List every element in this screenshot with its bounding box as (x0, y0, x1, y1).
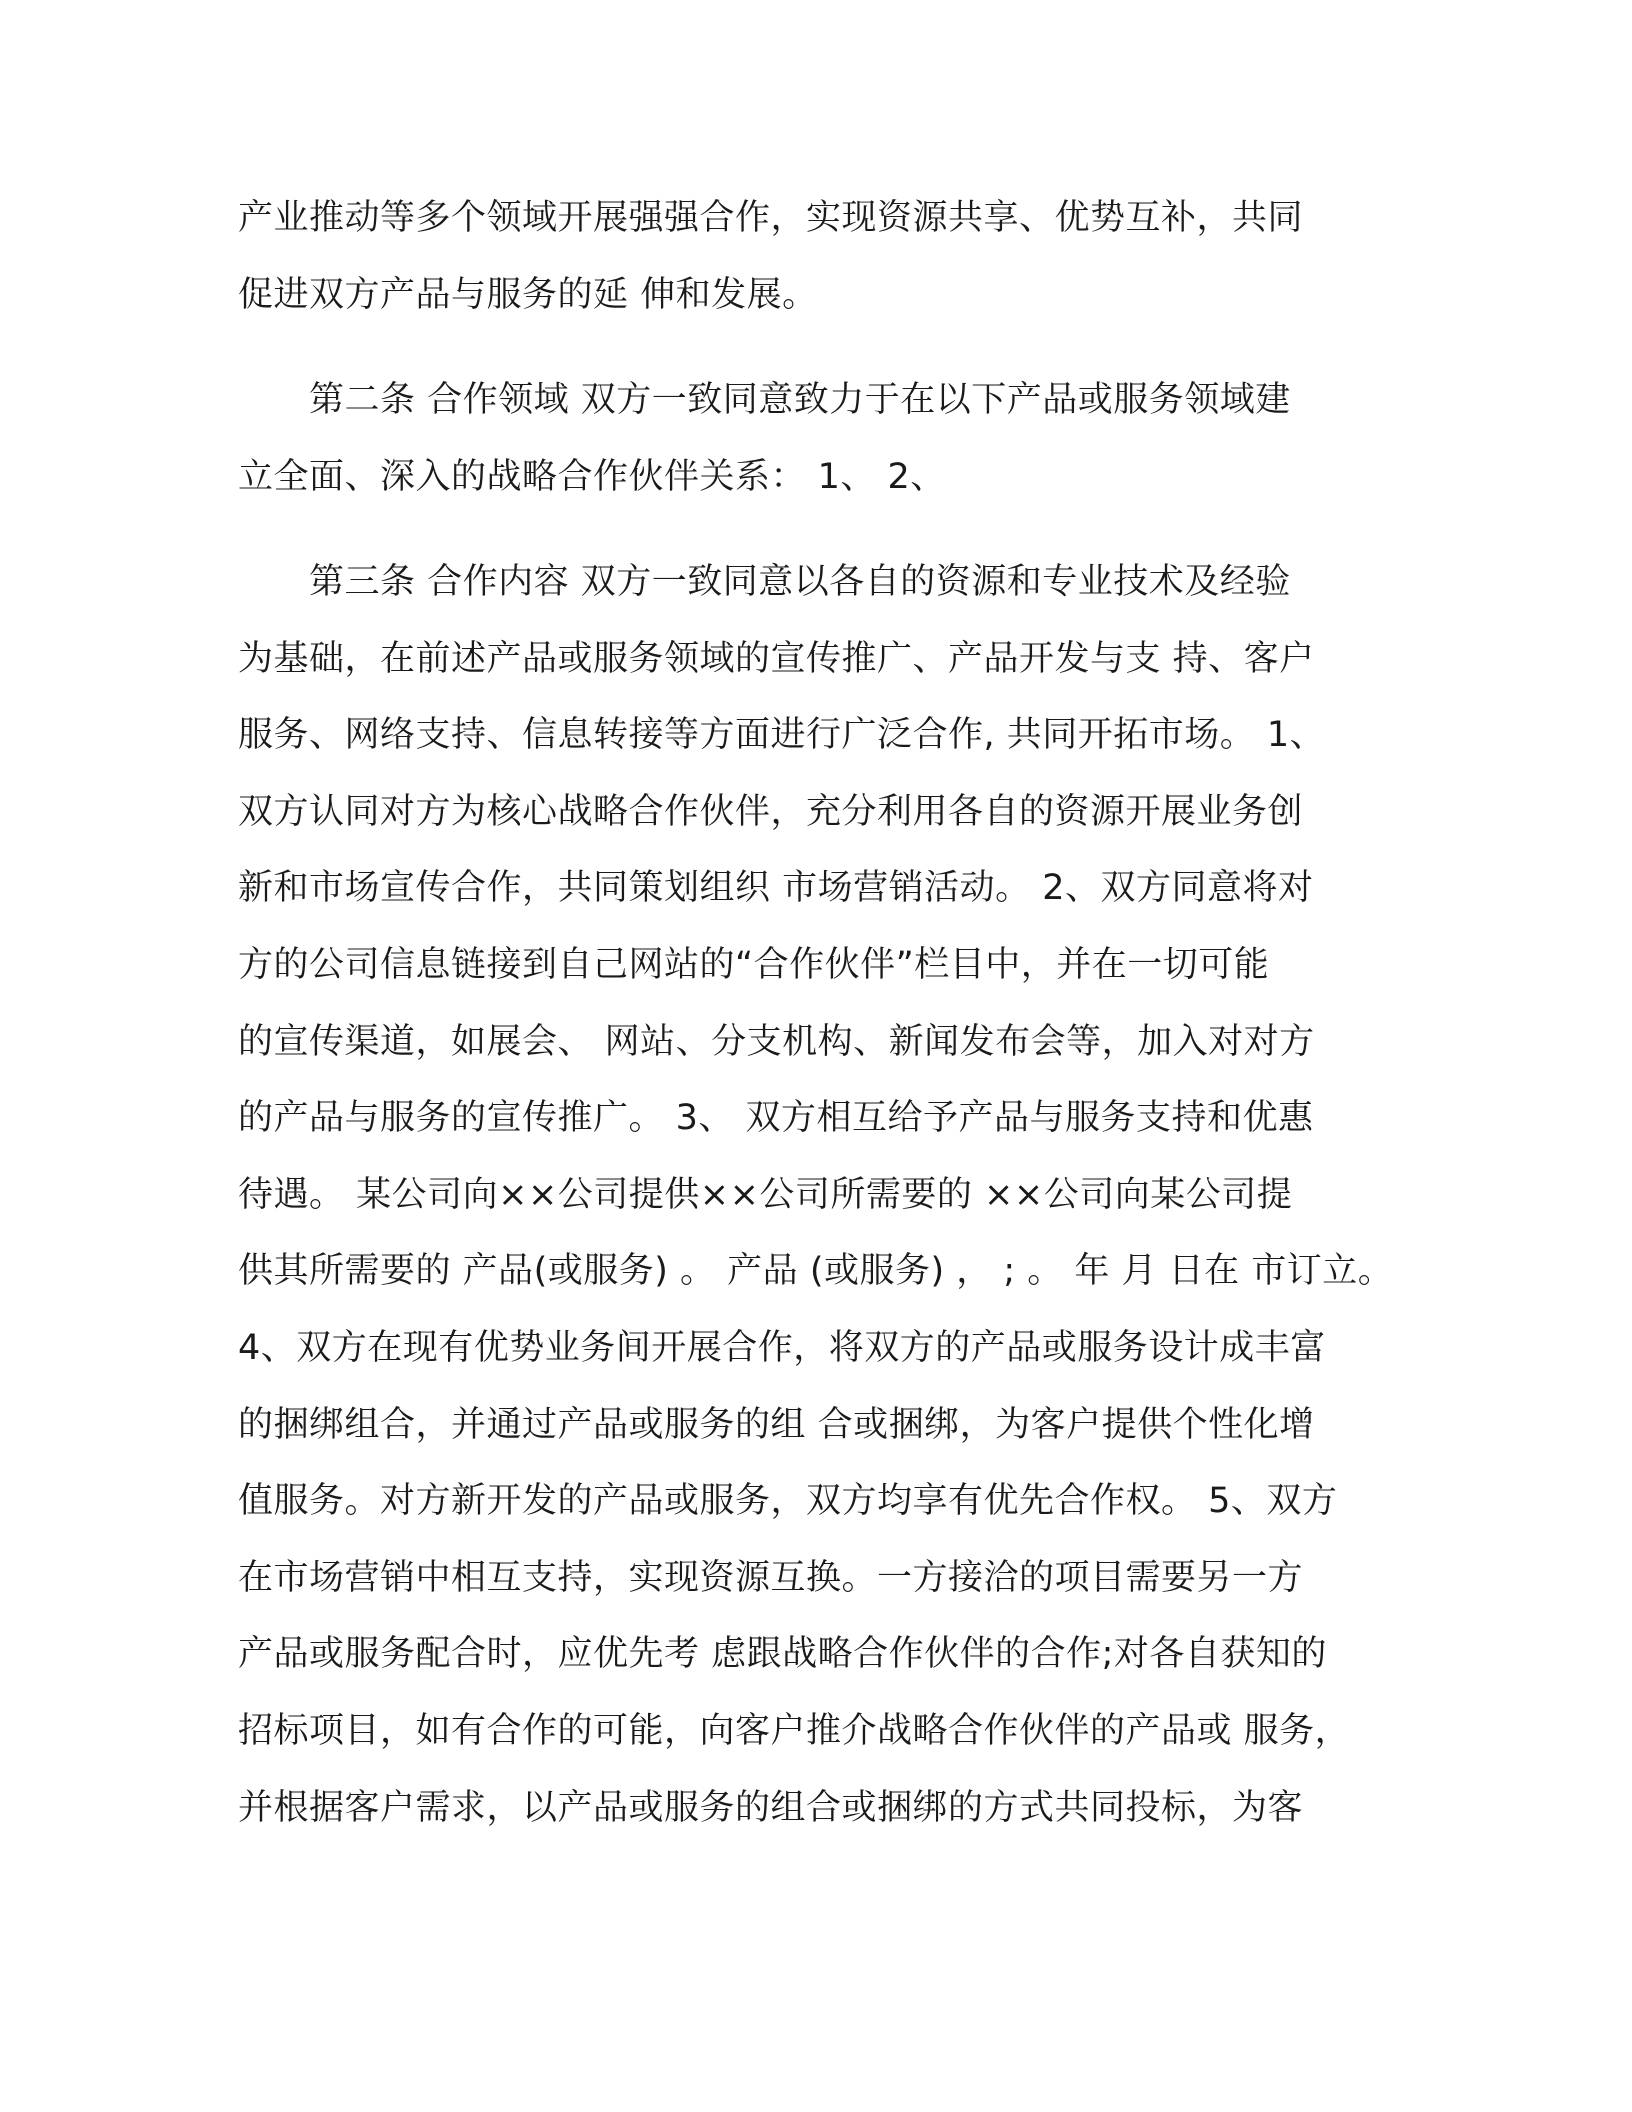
text-line: 待遇。 某公司向××公司提供××公司所需要的 ××公司向某公司提 (238, 1174, 1293, 1215)
text-line: 方的公司信息链接到自己网站的“合作伙伴”栏目中，并在一切可能 (238, 944, 1270, 985)
paragraph-article-2 (238, 362, 1398, 515)
text-line: 招标项目，如有合作的可能，向客户推介战略合作伙伴的产品或 服务， (238, 1710, 1351, 1751)
text-line: 的产品与服务的宣传推广。 3、 双方相互给予产品与服务支持和优惠 (238, 1098, 1314, 1139)
paragraph-article-3 (238, 544, 1398, 1846)
text-line: 产品或服务配合时，应优先考 虑跟战略合作伙伴的合作;对各自获知的 (238, 1634, 1327, 1675)
text-line: 服务、网络支持、信息转接等方面进行广泛合作, 共同开拓市场。 1、 (238, 715, 1326, 756)
text-line: 供其所需要的 产品(或服务) 。 产品 (或服务) ， ; 。 年 月 日在 市订立。 (238, 1251, 1394, 1292)
text-line: 的宣传渠道，如展会、 网站、分支机构、新闻发布会等，加入对对方 (238, 1021, 1315, 1062)
text-line: 在市场营销中相互支持，实现资源互换。一方接洽的项目需要另一方 (238, 1557, 1304, 1598)
text-line: 第三条 合作内容 双方一致同意以各自的资源和专业技术及经验 (238, 562, 1291, 602)
text-line: 为基础，在前述产品或服务领域的宣传推广、产品开发与支 持、客户 (238, 638, 1315, 679)
text-line: 4、双方在现有优势业务间开展合作，将双方的产品或服务设计成丰富 (238, 1327, 1326, 1368)
text-line: 产业推动等多个领域开展强强合作，实现资源共享、优势互补，共同 (238, 198, 1304, 238)
paragraph-continuation (238, 180, 1398, 333)
text-line: 双方认同对方为核心战略合作伙伴，充分利用各自的资源开展业务创 (238, 791, 1304, 832)
text-line: 新和市场宣传合作，共同策划组织 市场营销活动。 2、双方同意将对 (238, 868, 1314, 909)
text-line: 第二条 合作领域 双方一致同意致力于在以下产品或服务领域建 (238, 380, 1291, 420)
text-line: 立全面、深入的战略合作伙伴关系： 1、 2、 (238, 456, 946, 497)
text-line: 值服务。对方新开发的产品或服务，双方均享有优先合作权。 5、双方 (238, 1481, 1338, 1522)
text-line: 促进双方产品与服务的延 伸和发展。 (238, 274, 818, 315)
text-line: 的捆绑组合，并通过产品或服务的组 合或捆绑，为客户提供个性化增 (238, 1404, 1315, 1445)
text-line: 并根据客户需求，以产品或服务的组合或捆绑的方式共同投标，为客 (238, 1787, 1304, 1828)
